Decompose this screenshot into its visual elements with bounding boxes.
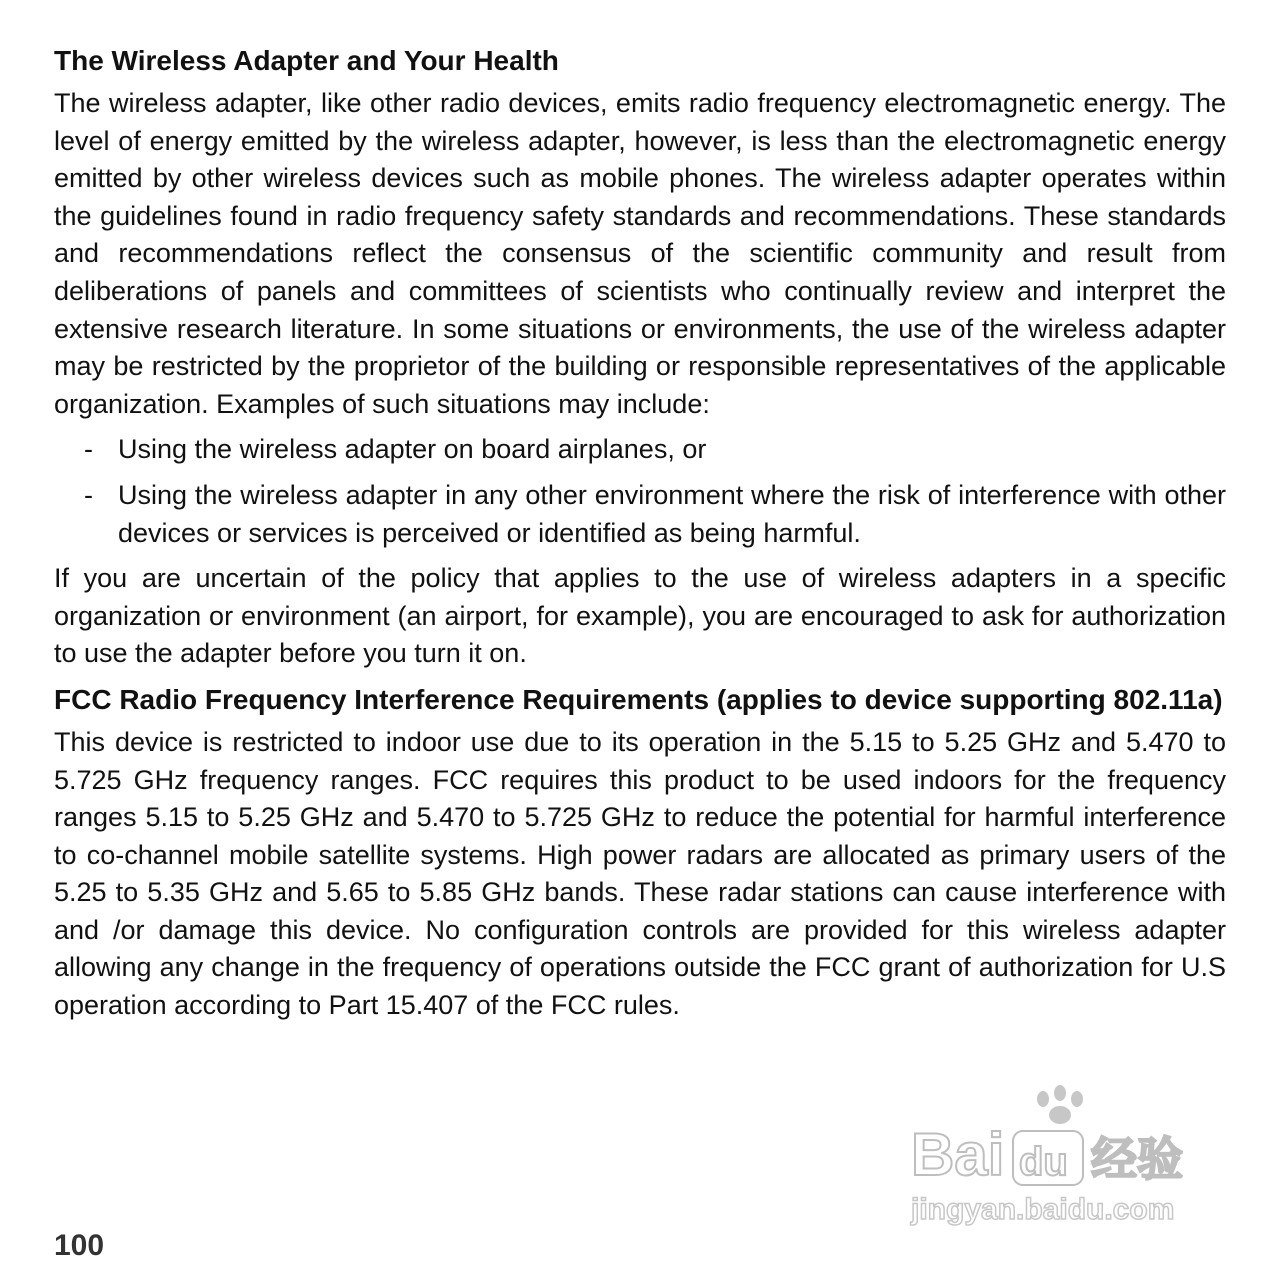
watermark-url-text: jingyan.baidu.com: [911, 1193, 1175, 1226]
paragraph-fcc-requirements: This device is restricted to indoor use due to its operation in the 5.15 to 5.25 GHz and 5.470 to 5.725 GHz frequency ranges. FCC requires this product to be used indoors for the frequency ranges 5.15 to 5.25 GHz and 5.470 to 5.725 GHz to reduce the potential for harmful interference to co-channel mobile satellite systems. High power radars are allocated as primary users of the 5.25 to 5.35 GHz and 5.65 to 5.85 GHz bands. These radar stations can cause interference with and /or damage this device. No configuration controls are provided for this wireless adapter allowing any change in the frequency of operations outside the FCC grant of authorization for U.S operation according to Part 15.407 of the FCC rules.: [54, 726, 1226, 1021]
list-item: [54, 477, 1226, 552]
bullet-dash: -: [84, 434, 93, 465]
list-item: [54, 431, 1226, 469]
bullet-list-restricted-situations: [54, 431, 1226, 552]
watermark-brand-text: Bai: [911, 1121, 1005, 1188]
document-page: [54, 42, 1226, 1033]
watermark-du-text: du: [1019, 1140, 1068, 1184]
section-heading-wireless-health: The Wireless Adapter and Your Health: [54, 45, 559, 76]
baidu-watermark-logo: [905, 1085, 1205, 1235]
paragraph-policy-uncertain: If you are uncertain of the policy that applies to the use of wireless adapters in a specific organization or environment (an airport, for example), you are encouraged to ask for authorization to use the adapter before you turn it on.: [54, 563, 1226, 669]
list-item-text: Using the wireless adapter on board airplanes, or: [118, 434, 707, 465]
watermark-cn-text: 经验: [1091, 1133, 1183, 1185]
paw-icon: [1037, 1085, 1083, 1124]
section-heading-fcc-requirements: FCC Radio Frequency Interference Requirements (applies to device supporting 802.11a): [54, 683, 1223, 715]
bullet-dash: -: [84, 479, 93, 510]
page-number: 100: [54, 1229, 105, 1262]
paragraph-wireless-health: The wireless adapter, like other radio devices, emits radio frequency electromagnetic energy. The level of energy emitted by the wireless adapter, however, is less than the electromagnetic energy emitted by other wireless devices such as mobile phones. The wireless adapter operates within the guidelines found in radio frequency safety standards and recommendations. These standards and recommendations reflect the consensus of the scientific community and result from deliberations of panels and committees of scientists who continually review and interpret the extensive research literature. In some situations or environments, the use of the wireless adapter may be restricted by the proprietor of the building or responsible representatives of the applicable organization. Examples of such situations may include:: [54, 88, 1226, 419]
list-item-text: Using the wireless adapter in any other environment where the risk of interference with other devices or services is perceived or identified as being harmful.: [118, 479, 1226, 548]
